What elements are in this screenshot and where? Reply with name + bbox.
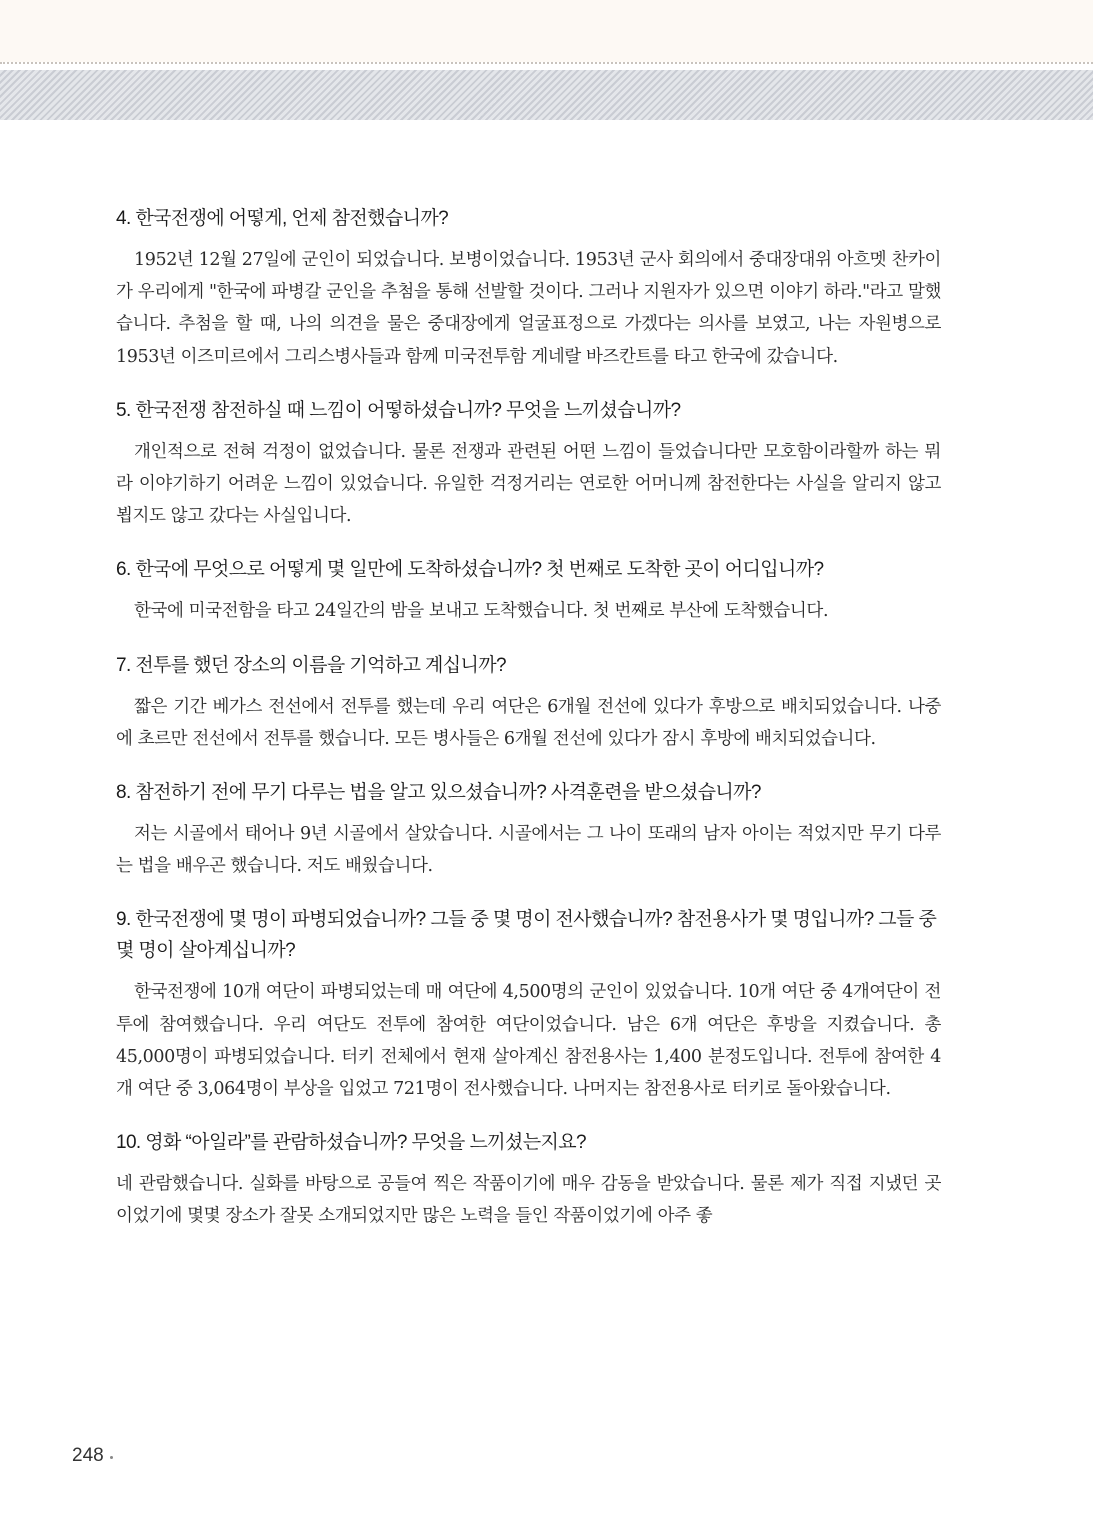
qa-section-10 (116, 1127, 941, 1232)
qa-section-9 (116, 904, 941, 1105)
header-hatch-stripe (0, 70, 1093, 120)
question-heading: 6. 한국에 무엇으로 어떻게 몇 일만에 도착하셨습니까? 첫 번째로 도착한 곳이 어디입니까? (116, 559, 824, 581)
question-heading: 10. 영화 “아일라”를 관람하셨습니까? 무엇을 느끼셨는지요? (116, 1132, 586, 1154)
answer-paragraph: 한국에 미국전함을 타고 24일간의 밤을 보내고 도착했습니다. 첫 번째로 부산에 도착했습니다. (134, 601, 829, 622)
answer-paragraph: 네 관람했습니다. 실화를 바탕으로 공들여 찍은 작품이기에 매우 감동을 받았습니다. 물론 제가 직접 지냈던 곳이었기에 몇몇 장소가 잘못 소개되었지만 많은 노력을 들인 작품이었기에 아주 좋 (116, 1174, 941, 1227)
page-number-dot (110, 1456, 113, 1459)
answer-paragraph: 1952년 12월 27일에 군인이 되었습니다. 보병이었습니다. 1953년 군사 회의에서 중대장대위 아흐멧 찬카이가 우리에게 "한국에 파병갈 군인을 추첨을 통해 선발할 것이다. 그러나 지원자가 있으면 이야기 하라."라고 말했습니다. 추첨을 할 때, 나의 의견을 물은 중대장에게 얼굴표정으로 가겠다는 의사를 보였고, 나는 자원병으로 1953년 이즈미르에서 그리스병사들과 함께 미국전투함 게네랄 바즈칸트를 타고 한국에 갔습니다. (116, 250, 941, 367)
question-heading: 5. 한국전쟁 참전하실 때 느낌이 어떻하셨습니까? 무엇을 느끼셨습니까? (116, 399, 681, 421)
question-heading: 7. 전투를 했던 장소의 이름을 기억하고 계십니까? (116, 654, 507, 676)
qa-section-6 (116, 554, 941, 627)
answer-paragraph: 한국전쟁에 10개 여단이 파병되었는데 매 여단에 4,500명의 군인이 있었습니다. 10개 여단 중 4개여단이 전투에 참여했습니다. 우리 여단도 전투에 참여한 여단이었습니다. 남은 6개 여단은 후방을 지켰습니다. 총 45,000명이 파병되었습니다. 터키 전체에서 현재 살아계신 참전용사는 1,400 분정도입니다. 전투에 참여한 4개 여단 중 3,064명이 부상을 입었고 721명이 전사했습니다. 나머지는 참전용사로 터키로 돌아왔습니다. (116, 982, 941, 1100)
qa-section-8 (116, 777, 941, 882)
qa-section-5 (116, 395, 941, 533)
question-heading: 8. 참전하기 전에 무기 다루는 법을 알고 있으셨습니까? 사격훈련을 받으셨습니까? (116, 782, 761, 804)
document-body (116, 203, 941, 1255)
page-number: 248 (72, 1445, 104, 1466)
answer-paragraph: 개인적으로 전혀 걱정이 없었습니다. 물론 전쟁과 관련된 어떤 느낌이 들었습니다만 모호함이라할까 하는 뭐라 이야기하기 어려운 느낌이 있었습니다. 유일한 걱정거리는 연로한 어머니께 참전한다는 사실을 알리지 않고 뵙지도 않고 갔다는 사실입니다. (116, 441, 941, 527)
answer-paragraph: 짧은 기간 베가스 전선에서 전투를 했는데 우리 여단은 6개월 전선에 있다가 후방으로 배치되었습니다. 나중에 초르만 전선에서 전투를 했습니다. 모든 병사들은 6개월 전선에 있다가 잠시 후방에 배치되었습니다. (116, 696, 941, 749)
qa-section-4 (116, 203, 941, 373)
question-heading: 9. 한국전쟁에 몇 명이 파병되었습니까? 그들 중 몇 명이 전사했습니까? 참전용사가 몇 명입니까? 그들 중 몇 명이 살아계십니까? (116, 909, 937, 962)
header-band (0, 0, 1093, 62)
qa-section-7 (116, 650, 941, 755)
question-heading: 4. 한국전쟁에 어떻게, 언제 참전했습니까? (116, 208, 449, 229)
answer-paragraph: 저는 시골에서 태어나 9년 시골에서 살았습니다. 시골에서는 그 나이 또래의 남자 아이는 적었지만 무기 다루는 법을 배우곤 했습니다. 저도 배웠습니다. (116, 824, 941, 877)
header-dotted-divider (0, 62, 1093, 64)
